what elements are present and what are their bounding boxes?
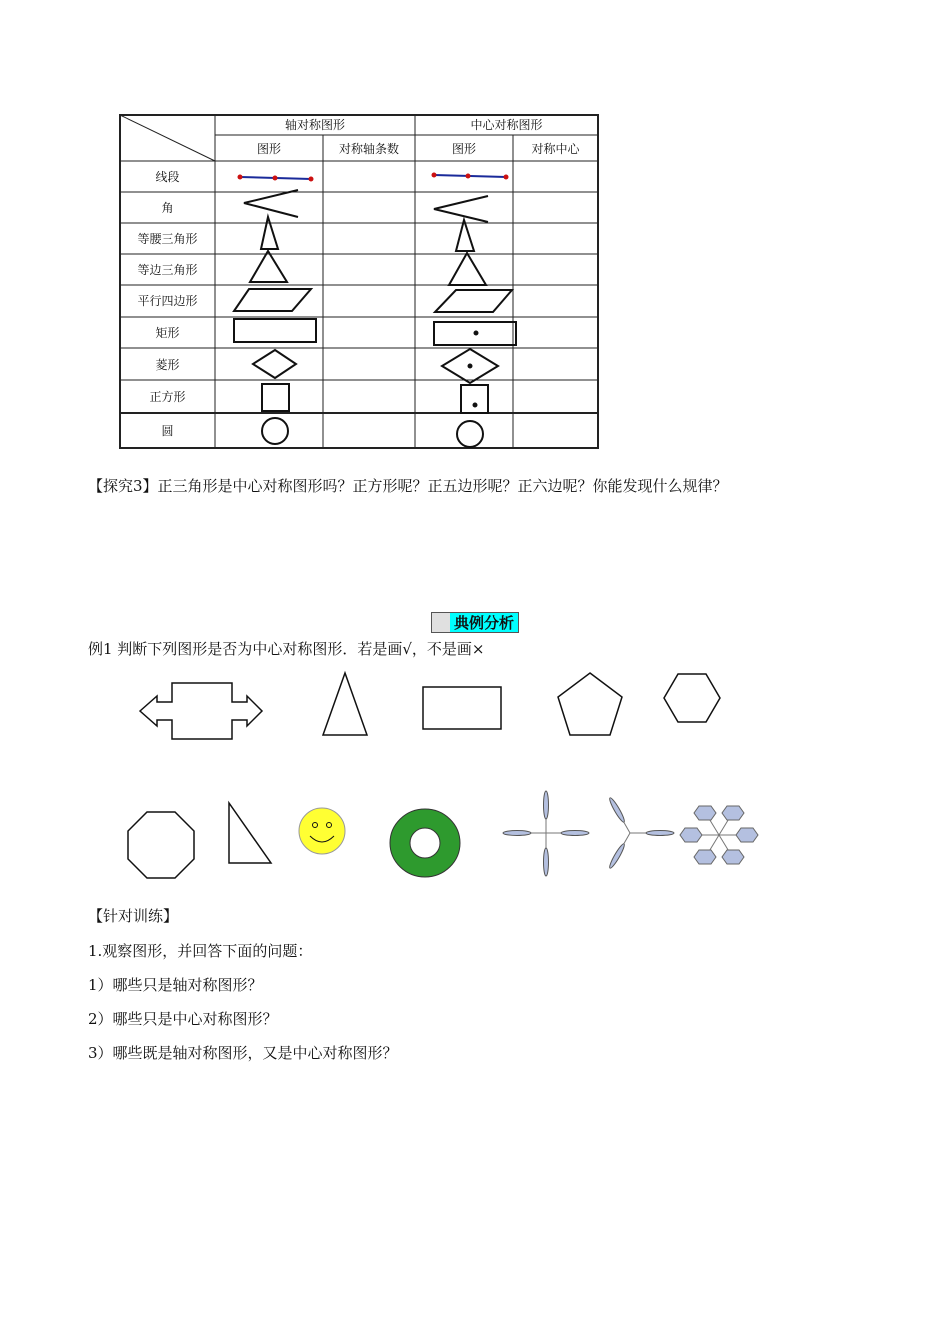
training-question-1: 1.观察图形，并回答下面的问题： [88, 942, 313, 960]
subheader-axis-count: 对称轴条数 [338, 142, 399, 156]
row-label: 等腰三角形 [137, 232, 198, 246]
table-shapes-center [432, 173, 517, 448]
isosceles-triangle-shape [323, 673, 367, 735]
hexagon-shape [664, 674, 720, 722]
rectangle-shape [423, 687, 501, 729]
subheader-shape: 图形 [256, 142, 281, 156]
double-arrow-shape [140, 683, 262, 739]
three-petal-shape [608, 797, 674, 870]
explore-3-question: 【探究3】正三角形是中心对称图形吗？正方形呢？正五边形呢？正六边呢？你能发现什么规律？ [88, 477, 728, 495]
octagon-shape [128, 812, 194, 878]
row-label: 正方形 [149, 390, 186, 404]
example-1-prompt: 例1 判断下列图形是否为中心对称图形．若是画√，不是画× [88, 640, 485, 658]
header-center-symmetric: 中心对称图形 [470, 118, 543, 132]
section-heading-text: 典例分析 [450, 613, 518, 632]
example-shapes-row2 [128, 791, 758, 878]
row-label: 角 [161, 201, 174, 215]
right-triangle-shape [229, 803, 271, 863]
pentagon-shape [558, 673, 622, 735]
table-shapes-axis [234, 175, 316, 445]
header-axis-symmetric: 轴对称图形 [284, 118, 345, 132]
row-label: 菱形 [155, 358, 180, 372]
row-label: 平行四边形 [137, 294, 198, 308]
training-question-1-3: 3）哪些既是轴对称图形，又是中心对称图形？ [88, 1044, 398, 1062]
hexagon-snowflake-shape [680, 806, 758, 864]
row-label: 等边三角形 [137, 263, 198, 277]
row-label: 圆 [161, 424, 174, 438]
ring-shape [390, 809, 460, 877]
four-petal-shape [503, 791, 589, 876]
training-title: 【针对训练】 [88, 907, 179, 925]
smiley-face-shape [299, 808, 345, 854]
training-question-1-1: 1）哪些只是轴对称图形？ [88, 976, 263, 994]
subheader-center: 对称中心 [531, 142, 580, 156]
training-question-1-2: 2）哪些只是中心对称图形？ [88, 1010, 278, 1028]
section-heading [431, 612, 519, 633]
example-shapes-row1 [140, 673, 720, 739]
row-label: 线段 [155, 170, 180, 184]
row-label: 矩形 [155, 326, 180, 340]
subheader-shape-2: 图形 [451, 142, 476, 156]
